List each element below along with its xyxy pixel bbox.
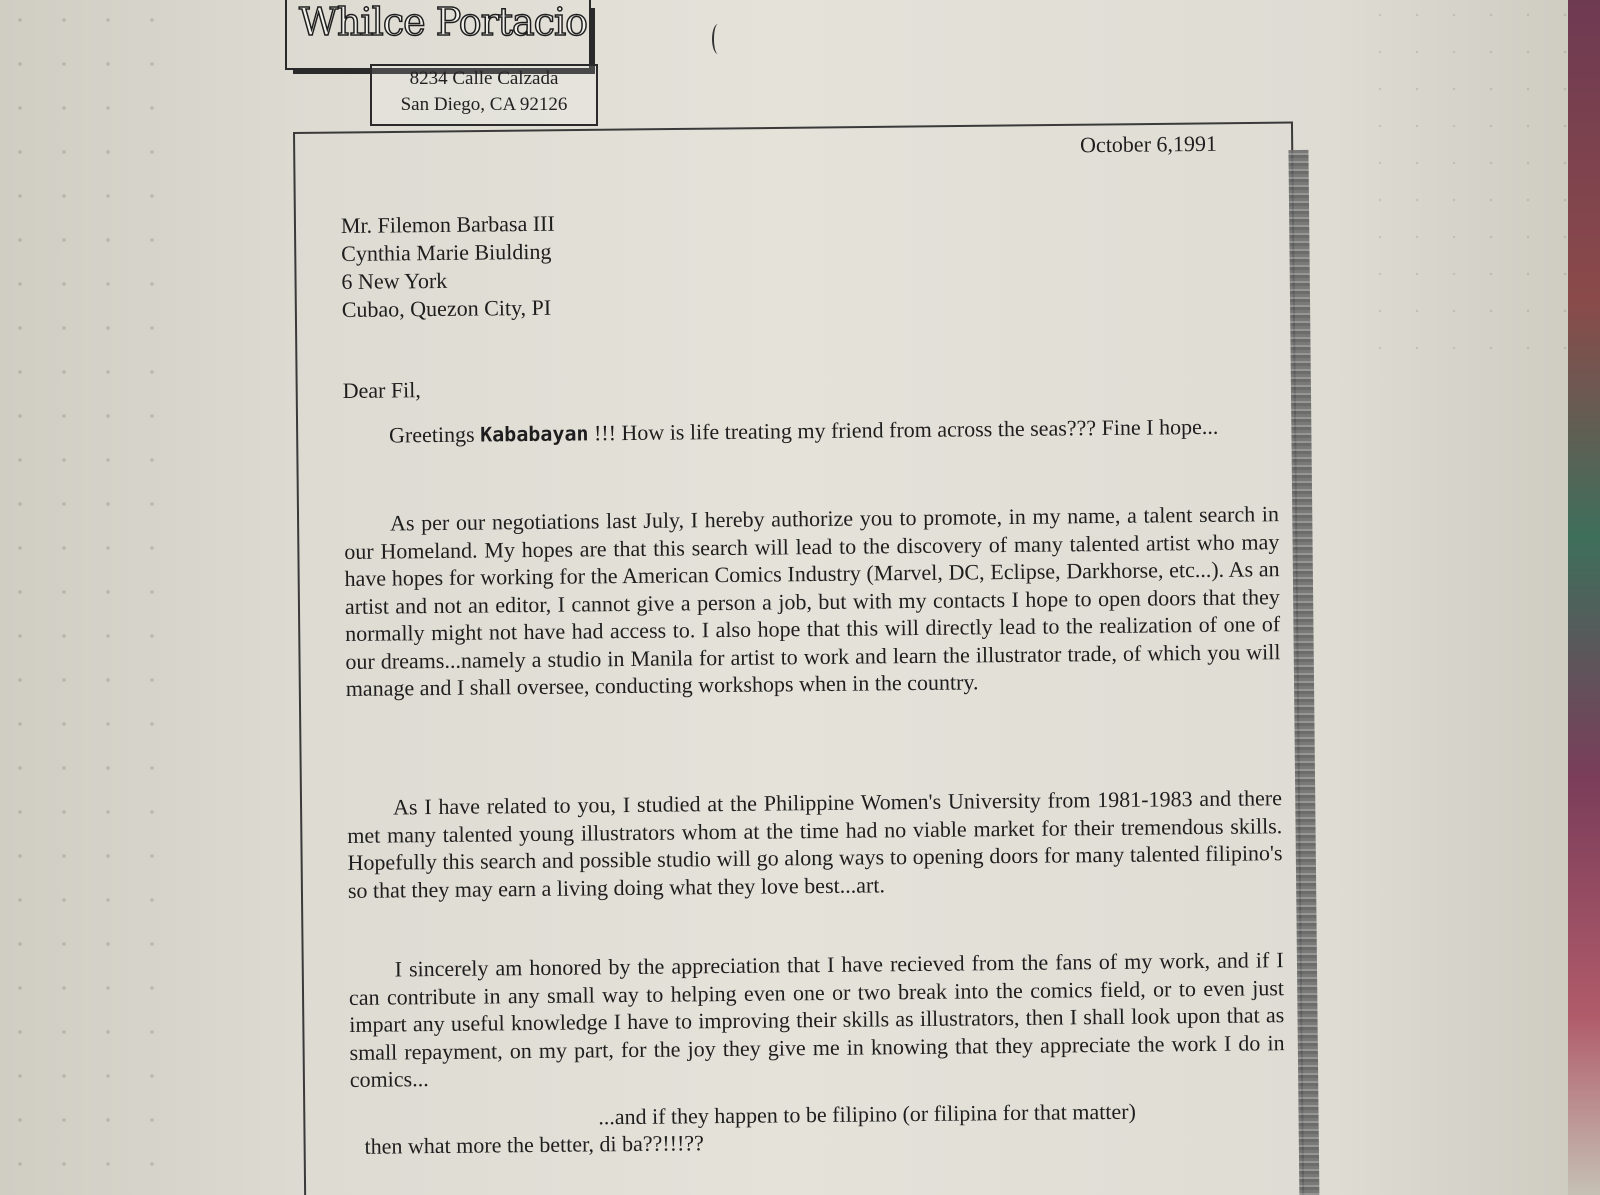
letter-date: October 6,1991: [1079, 130, 1218, 158]
pen-mark: [712, 24, 724, 54]
paragraph-appreciation: I sincerely am honored by the appreciation that I have recieved from the fans of my work, and if I can contribute in any small way to helping even one or two break into the comics field, or to even just impart any useful knowledge I have to improving their skills as illustrators, then I shall look upon that as small repayment, on my part, for the joy they give me in knowing that they appreciate the work I do in comics...: [348, 947, 1285, 1092]
salutation: Dear Fil,: [342, 377, 421, 403]
recipient-name: Mr. Filemon Barbasa III: [340, 210, 555, 238]
greeting-kababayan: Kababayan: [479, 421, 589, 447]
recipient-street: 6 New York: [341, 267, 448, 294]
logo-text: Whilce Portacio: [299, 0, 587, 44]
paper-speckle-right: [1368, 0, 1568, 380]
recipient-address: [341, 210, 556, 324]
address-city: San Diego, CA 92126: [400, 94, 568, 115]
greeting-rest: !!! How is life treating my friend from across the seas??? Fine I hope...: [588, 413, 1219, 446]
address-street: 8234 Calle Calzada: [409, 68, 559, 89]
greeting-intro: Greetings: [388, 421, 481, 448]
letter-closing: [350, 1096, 1286, 1160]
letterhead-logo: [285, 0, 591, 70]
paragraph-background: As I have related to you, I studied at the Philippine Women's University from 1981-1983 and there met many talented young illustrators whom at the time had no viable market for their tremendous skills. Hopefully this search and possible studio will go along ways to opening doors for many talented filipino's so that they may earn a living doing what they love best...art.: [347, 785, 1283, 903]
paragraph-authorization: As per our negotiations last July, I hereby authorize you to promote, in my name, a talent search in our Homeland. My hopes are that this search will lead to the discovery of many talented artist who may have hopes for working for the American Comics Industry (Marvel, DC, Eclipse, Darkhorse, etc...). As an artist and not an editor, I cannot give a person a job, but with my contacts I hope to open doors that they normally might not have had access to. I also hope that this will directly lead to the realization of one of our dreams...namely a studio in Manila for artist to work and learn the illustrator trade, of which you will manage and I shall oversee, conducting workshops when in the country.: [344, 501, 1281, 701]
fabric-background-edge: [1568, 0, 1600, 1195]
letterhead-address: [370, 64, 598, 126]
recipient-building: Cynthia Marie Biulding: [341, 238, 552, 266]
paper-speckle-left: [0, 0, 170, 1195]
closing-line-1: ...and if they happen to be filipino (or filipina for that matter): [598, 1098, 1136, 1130]
closing-line-2: then what more the better, di ba??!!!??: [364, 1130, 704, 1159]
recipient-city: Cubao, Quezon City, PI: [341, 294, 552, 322]
